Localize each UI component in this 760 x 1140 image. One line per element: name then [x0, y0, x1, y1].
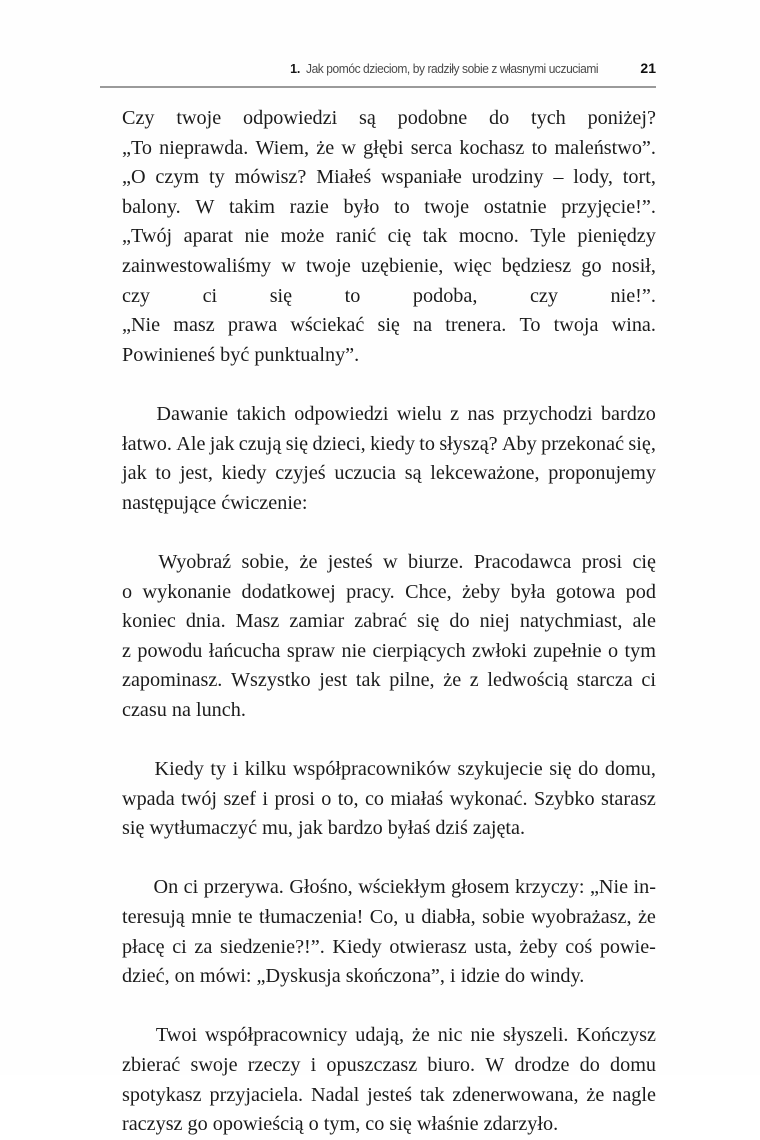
running-header: [100, 60, 656, 90]
paragraph-gap: [122, 370, 656, 400]
text-line: dzieć, on mówi: „Dyskusja skończona”, i idzie do windy.: [122, 965, 585, 988]
chapter-title: Jak pomóc dzieciom, by radziły sobie z własnymi uczuciami: [306, 62, 599, 76]
body-text-column: [122, 104, 656, 1140]
first-line-indent: [122, 1021, 148, 1051]
running-header-content: [290, 60, 656, 76]
text-line: Czy twoje odpowiedzi są podobne do tych poniżej?: [122, 107, 656, 129]
text-line: z powodu łańcucha spraw nie cierpiących zwłoki zupełnie o tym: [122, 639, 656, 662]
text-line: On ci przerywa. Głośno, wściekłym głosem krzyczy: „Nie in-: [122, 873, 656, 903]
paragraph: [122, 1021, 656, 1139]
text-line: następujące ćwiczenie:: [122, 491, 308, 514]
paragraph-gap: [122, 725, 656, 755]
text-line: o wykonanie dodatkowej pracy. Chce, żeby była gotowa pod: [122, 580, 656, 603]
header-rule: [100, 86, 656, 88]
text-line: Wyobraź sobie, że jesteś w biurze. Pracodawca prosi cię: [122, 548, 656, 578]
page-number: 21: [640, 60, 656, 76]
text-line: wpada twój szef i prosi o to, co miałaś wykonać. Szybko starasz: [122, 787, 656, 810]
text-line: „To nieprawda. Wiem, że w głębi serca kochasz to maleństwo”.: [122, 136, 656, 159]
first-line-indent: [122, 755, 148, 785]
text-line: płacę ci za siedzenie?!”. Kiedy otwierasz usta, żeby coś powie-: [122, 935, 656, 958]
text-line: Twoi współpracownicy udają, że nic nie słyszeli. Kończysz: [122, 1021, 656, 1051]
text-line: Kiedy ty i kilku współpracowników szykujecie się do domu,: [122, 755, 656, 785]
text-line: czasu na lunch.: [122, 698, 246, 721]
paragraph: [122, 104, 656, 370]
text-line: zapominasz. Wszystko jest tak pilne, że z ledwością starcza ci: [122, 669, 656, 692]
text-line: Powinieneś być punktualny”.: [122, 343, 360, 366]
text-line: „Twój aparat nie może ranić cię tak mocno. Tyle pieniędzy: [122, 225, 656, 248]
paragraph: [122, 400, 656, 518]
text-line: jak to jest, kiedy czyjeś uczucia są lekceważone, proponujemy: [122, 462, 656, 485]
paragraph: [122, 548, 656, 726]
chapter-number: 1.: [290, 62, 301, 76]
text-line: koniec dnia. Masz zamiar zabrać się do niej natychmiast, ale: [122, 610, 656, 633]
paragraph-gap: [122, 518, 656, 548]
paragraph: [122, 755, 656, 844]
text-line: się wytłumaczyć mu, jak bardzo byłaś dziś zajęta.: [122, 817, 526, 840]
text-line: „O czym ty mówisz? Miałeś wspaniałe urodziny – lody, tort,: [122, 166, 656, 189]
paragraph-gap: [122, 992, 656, 1022]
first-line-indent: [122, 400, 148, 430]
text-line: Dawanie takich odpowiedzi wielu z nas przychodzi bardzo: [122, 400, 656, 430]
first-line-indent: [122, 548, 148, 578]
paragraph-gap: [122, 844, 656, 874]
paragraph: [122, 873, 656, 991]
text-line: łatwo. Ale jak czują się dzieci, kiedy to słyszą? Aby przekonać się,: [122, 432, 656, 455]
text-line: spotykasz przyjaciela. Nadal jesteś tak zdenerwowana, że nagle: [122, 1083, 656, 1106]
first-line-indent: [122, 873, 148, 903]
text-line: zainwestowaliśmy w twoje uzębienie, więc będziesz go nosił,: [122, 254, 656, 277]
text-line: teresują mnie te tłumaczenia! Co, u diabła, sobie wyobrażasz, że: [122, 906, 656, 929]
text-line: zbierać swoje rzeczy i opuszczasz biuro. W drodze do domu: [122, 1054, 656, 1076]
text-line: balony. W takim razie było to twoje ostatnie przyjęcie!”.: [122, 195, 656, 218]
text-line: „Nie masz prawa wściekać się na trenera. To twoja wina.: [122, 314, 656, 337]
text-line: raczysz go opowieścią o tym, co się właśnie zdarzyło.: [122, 1113, 559, 1136]
text-line: czy ci się to podoba, czy nie!”.: [122, 284, 656, 307]
